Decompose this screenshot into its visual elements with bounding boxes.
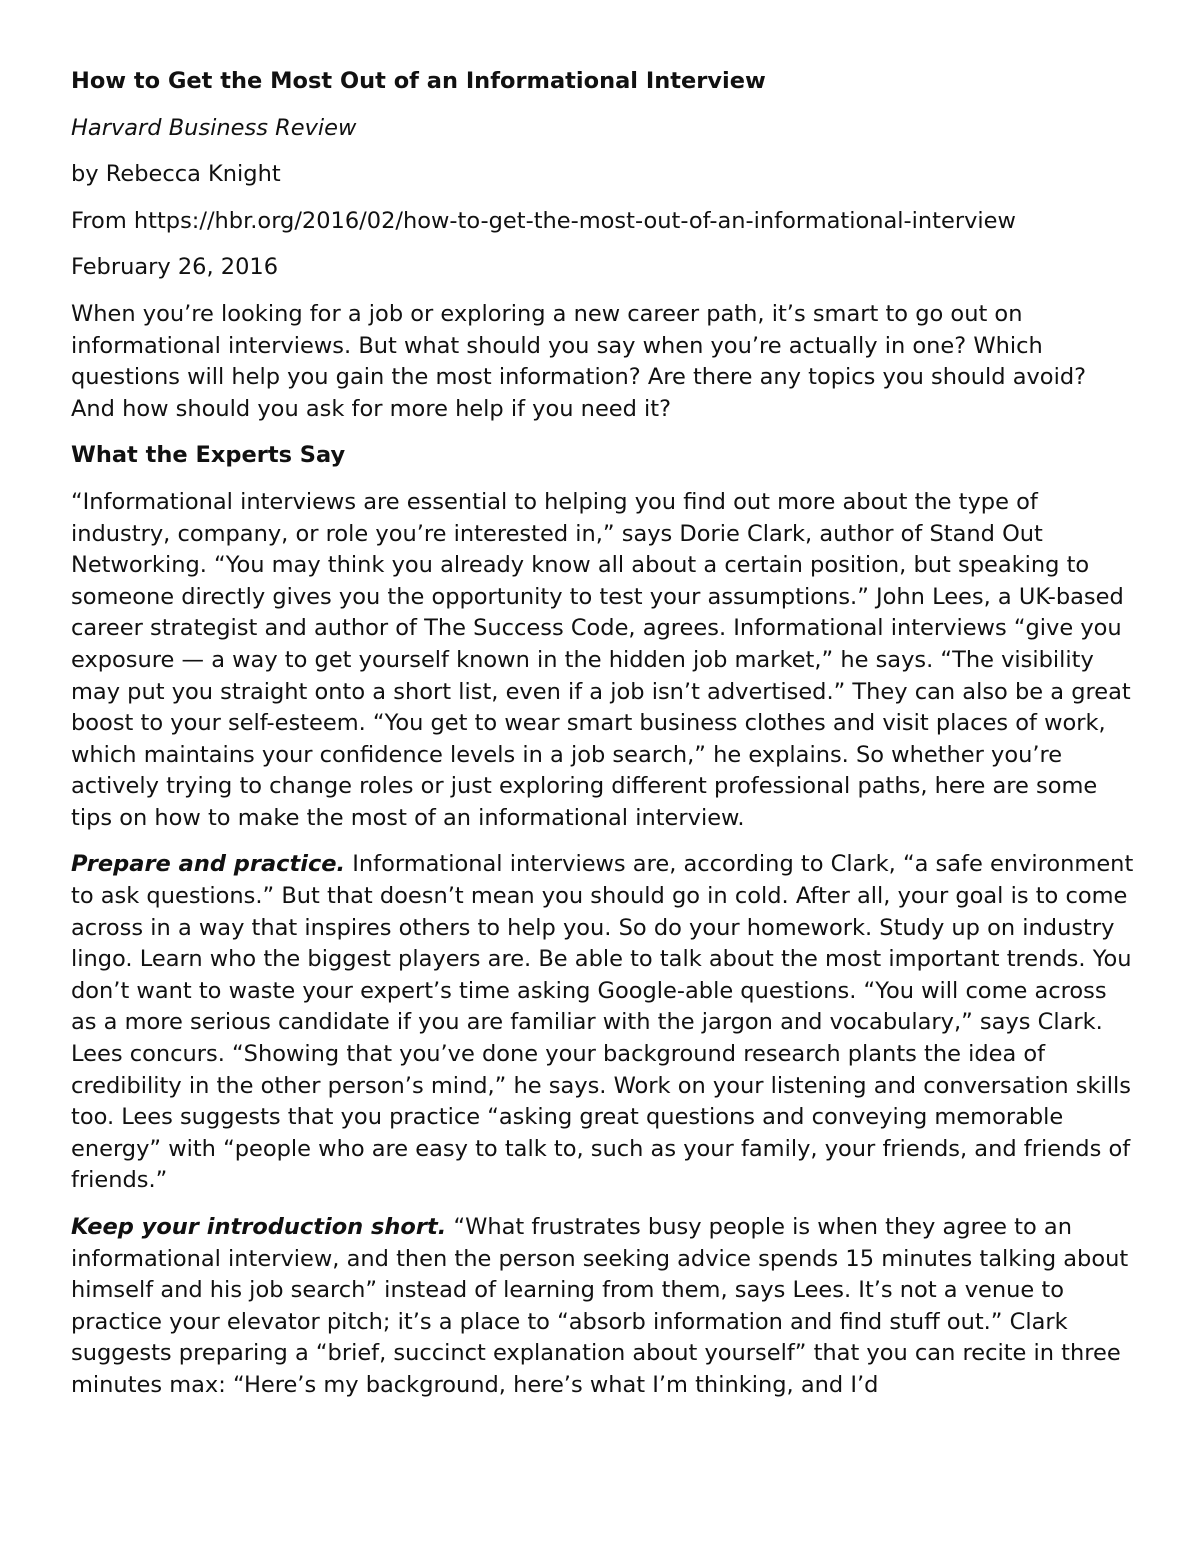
publication-name: Harvard Business Review [71, 114, 357, 141]
experts-paragraph: “Informational interviews are essential to helping you find out more about the type of industry, company, or role you’re interested in,” says Dorie Clark, author of Stand Out Networking. “You may think you already know all about a certain position, but speaking to someone directly gives you the opportunity to test your assumptions.” John Lees, a UK-based career strategist and author of The Success Code, agrees. Informational interviews “give you exposure — a way to get yourself known in the hidden job market,” he says. “The visibility may put you straight onto a short list, even if a job isn’t advertised.” They can also be a great boost to your self-esteem. “You get to wear smart business clothes and visit places of work, which maintains your confidence levels in a job search,” he explains. So whether you’re actively trying to change roles or just exploring different professional paths, here are some tips on how to make the most of an informational interview. [71, 488, 1131, 831]
tip-introduction-paragraph [71, 1212, 1136, 1402]
tip-introduction-lead: Keep your introduction short. [71, 1214, 447, 1240]
intro-paragraph: When you’re looking for a job or exploring a new career path, it’s smart to go out on informational interviews. But what should you say when you’re actually in one? Which questions will help you gain the most information? Are there any topics you should avoid? And how should you ask for more help if you need it? [71, 300, 1087, 422]
publish-date: February 26, 2016 [71, 254, 279, 281]
tip-introduction-body: “What frustrates busy people is when they agree to an informational interview, and then the person seeking advice spends 15 minutes talking about himself and his job search” instead of learning from them, says Lees. It’s not a venue to practice your elevator pitch; it’s a place to “absorb information and find stuff out.” Clark suggests preparing a “brief, succinct explanation about yourself” that you can recite in three minutes max: “Here’s my background, here’s what I’m thinking, and I’d [71, 1214, 1129, 1398]
article-title: How to Get the Most Out of an Informational Interview [71, 68, 766, 94]
tip-prepare-paragraph [71, 849, 1136, 1197]
source-url: From https://hbr.org/2016/02/how-to-get-the-most-out-of-an-informational-interview [71, 207, 1016, 234]
tip-prepare-body: Informational interviews are, according to Clark, “a safe environment to ask questions.” But that doesn’t mean you should go in cold. After all, your goal is to come across in a way that inspires others to help you. So do your homework. Study up on industry lingo. Learn who the biggest players are. Be able to talk about the most important trends. You don’t want to waste your expert’s time asking Google-able questions. “You will come across as a more serious candidate if you are familiar with the jargon and vocabulary,” says Clark. Lees concurs. “Showing that you’ve done your background research plants the idea of credibility in the other person’s mind,” he says. Work on your listening and conversation skills too. Lees suggests that you practice “asking great questions and conveying memorable energy” with “people who are easy to talk to, such as your family, your friends, and friends of friends.” [71, 851, 1134, 1194]
document-page [71, 66, 1136, 1417]
section-heading: What the Experts Say [71, 442, 346, 469]
byline: by Rebecca Knight [71, 161, 281, 188]
tip-prepare-lead: Prepare and practice. [71, 851, 346, 878]
